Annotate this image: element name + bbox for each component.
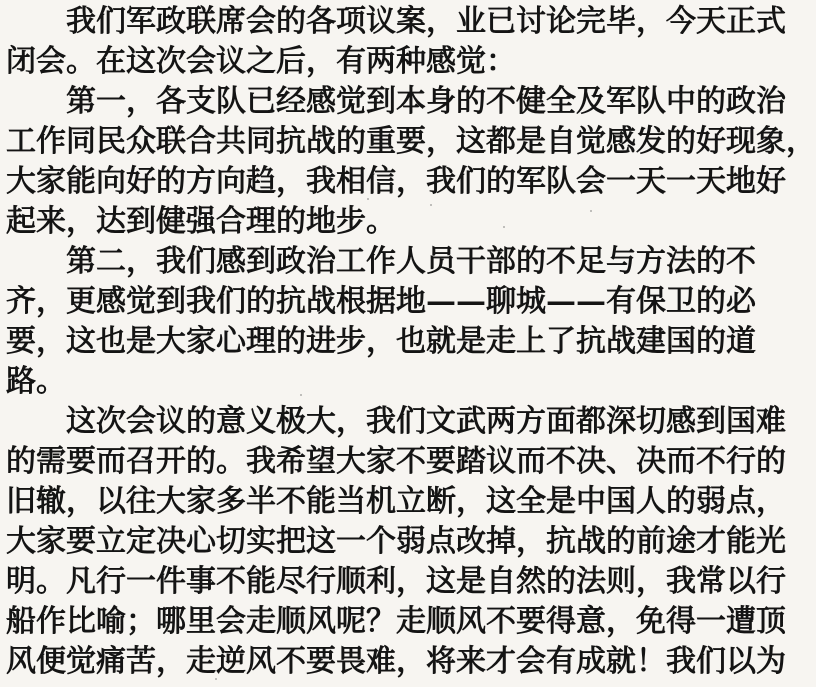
text-line: 船作比喻；哪里会走顺风呢？走顺风不要得意，免得一遭顶 (6, 604, 786, 639)
scan-speck (300, 394, 302, 396)
scan-speck (503, 226, 505, 228)
text-line: 工作同民众联合共同抗战的重要，这都是自觉感发的好现象， (6, 124, 816, 159)
scan-speck (590, 210, 592, 212)
text-line: 风便觉痛苦，走逆风不要畏难，将来才会有成就！我们以为 (6, 644, 786, 679)
text-line: 大家能向好的方向趋，我相信，我们的军队会一天一天地好 (6, 164, 786, 199)
scan-speck (430, 204, 432, 206)
text-line: 起来，达到健强合理的地步。 (6, 204, 396, 239)
text-line: 我们军政联席会的各项议案，业已讨论完毕，今天正式 (66, 4, 786, 39)
text-line: 第一，各支队已经感觉到本身的不健全及军队中的政治 (66, 84, 786, 119)
text-line: 要，这也是大家心理的进步，也就是走上了抗战建国的道 (6, 324, 756, 359)
text-line: 齐，更感觉到我们的抗战根据地——聊城——有保卫的必 (6, 284, 756, 319)
text-line: 大家要立定决心切实把这一个弱点改掉，抗战的前途才能光 (6, 524, 786, 559)
text-line: 旧辙，以往大家多半不能当机立断，这全是中国人的弱点， (6, 484, 786, 519)
text-line: 闭会。在这次会议之后，有两种感觉： (6, 44, 516, 79)
text-line: 路。 (6, 364, 66, 399)
scan-speck (367, 198, 369, 200)
scan-speck (215, 678, 217, 680)
text-line: 的需要而召开的。我希望大家不要踏议而不决、决而不行的 (6, 444, 786, 479)
text-line: 第二，我们感到政治工作人员干部的不足与方法的不 (66, 244, 756, 279)
text-line: 这次会议的意义极大，我们文武两方面都深切感到国难 (66, 404, 786, 439)
text-line: 明。凡行一件事不能尽行顺利，这是自然的法则，我常以行 (6, 564, 786, 599)
